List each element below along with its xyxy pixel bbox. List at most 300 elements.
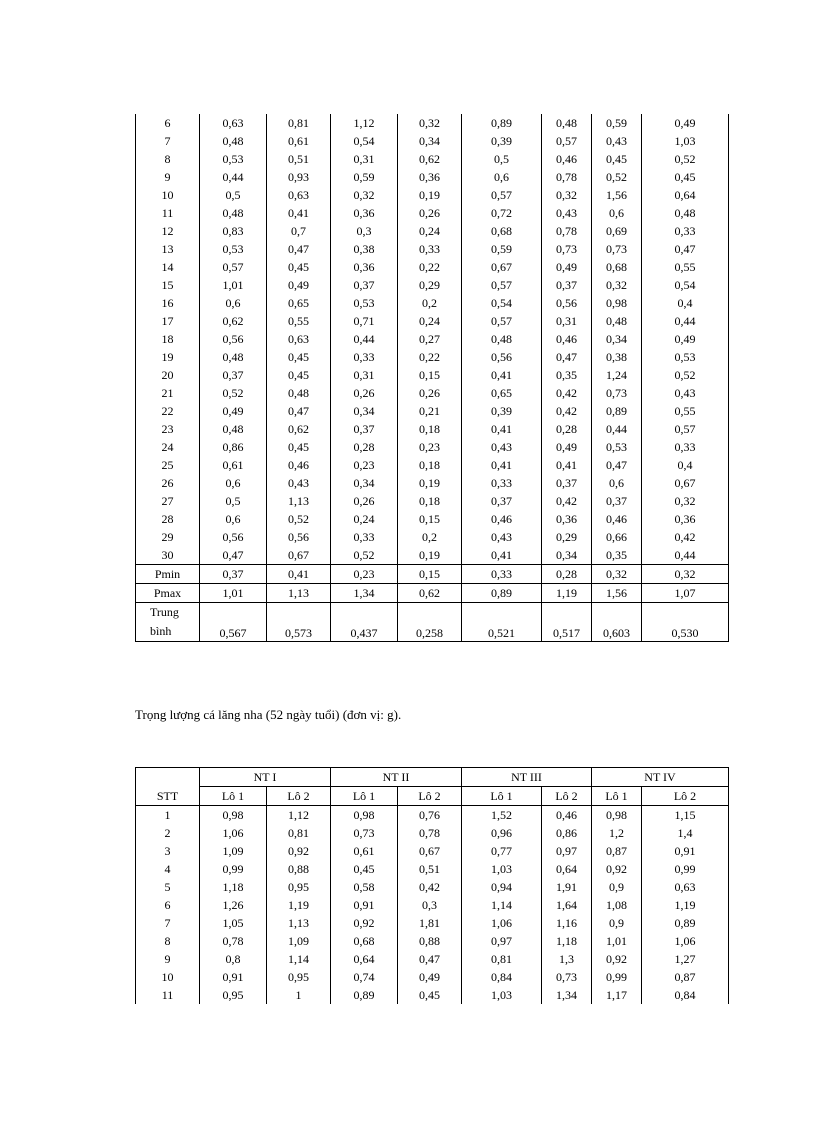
row-label-cell: 9 (136, 168, 200, 186)
value-cell: 1,56 (592, 186, 642, 204)
value-cell: 0,39 (462, 132, 542, 150)
value-cell: 0,48 (200, 204, 267, 222)
value-cell: 0,8 (200, 950, 267, 968)
value-cell: 0,53 (331, 294, 398, 312)
value-cell: 0,5 (200, 492, 267, 510)
table-row (136, 986, 729, 1004)
row-label-cell: 25 (136, 456, 200, 474)
value-cell: 1,09 (200, 842, 267, 860)
value-cell: 0,6 (200, 474, 267, 492)
value-cell: 1,06 (462, 914, 542, 932)
row-label-cell: 24 (136, 438, 200, 456)
value-cell: 0,68 (462, 222, 542, 240)
value-cell: 0,49 (542, 258, 592, 276)
value-cell: 0,89 (462, 584, 542, 603)
value-cell: 0,18 (398, 420, 462, 438)
value-cell: 0,31 (542, 312, 592, 330)
value-cell: 0,63 (267, 330, 331, 348)
value-cell: 0,41 (267, 565, 331, 584)
value-cell: 0,78 (542, 222, 592, 240)
value-cell: 0,31 (331, 366, 398, 384)
value-cell: 0,41 (462, 546, 542, 565)
value-cell: 0,41 (462, 456, 542, 474)
value-cell: 0,39 (462, 402, 542, 420)
table-row (136, 528, 729, 546)
value-cell: 0,46 (267, 456, 331, 474)
value-cell: 0,67 (267, 546, 331, 565)
value-cell: 0,45 (642, 168, 729, 186)
value-cell: 0,56 (200, 330, 267, 348)
value-cell: 1,19 (642, 896, 729, 914)
value-cell: 0,36 (642, 510, 729, 528)
table-row (136, 330, 729, 348)
value-cell: 0,43 (542, 204, 592, 222)
value-cell: 0,62 (398, 150, 462, 168)
value-cell: 0,29 (542, 528, 592, 546)
value-cell: 0,55 (642, 402, 729, 420)
value-cell: 0,37 (592, 492, 642, 510)
table-row (136, 420, 729, 438)
value-cell: 0,45 (267, 366, 331, 384)
value-cell: 1,34 (542, 986, 592, 1004)
value-cell: 0,87 (592, 842, 642, 860)
value-cell: 1,03 (642, 132, 729, 150)
value-cell: 0,71 (331, 312, 398, 330)
value-cell: 0,91 (331, 896, 398, 914)
value-cell: 1,09 (267, 932, 331, 950)
value-cell: 1,2 (592, 824, 642, 842)
value-cell: 0,73 (592, 240, 642, 258)
value-cell: 0,36 (398, 168, 462, 186)
value-cell: 0,45 (267, 348, 331, 366)
value-cell: 0,48 (462, 330, 542, 348)
value-cell: 0,47 (542, 348, 592, 366)
value-cell: 0,6 (462, 168, 542, 186)
row-label-cell: 7 (136, 132, 200, 150)
value-cell: 0,78 (542, 168, 592, 186)
value-cell: 0,36 (331, 258, 398, 276)
value-cell: 0,33 (462, 474, 542, 492)
value-cell: 0,26 (331, 384, 398, 402)
table-row (136, 168, 729, 186)
row-label-cell: 30 (136, 546, 200, 565)
row-label-cell: 12 (136, 222, 200, 240)
value-cell: 0,48 (592, 312, 642, 330)
subheader: Lô 1 (462, 787, 542, 806)
value-cell: 0,4 (642, 456, 729, 474)
subheader: Lô 2 (542, 787, 592, 806)
value-cell: 0,99 (200, 860, 267, 878)
value-cell: 0,67 (462, 258, 542, 276)
row-label-cell: 17 (136, 312, 200, 330)
value-cell: 0,23 (331, 456, 398, 474)
value-cell: 1,64 (542, 896, 592, 914)
value-cell: 0,36 (542, 510, 592, 528)
table-row (136, 950, 729, 968)
value-cell: 1,06 (200, 824, 267, 842)
row-label-cell: Pmax (136, 584, 200, 603)
value-cell: 0,35 (592, 546, 642, 565)
row-label-cell: 23 (136, 420, 200, 438)
value-cell: 0,19 (398, 474, 462, 492)
value-cell: 0,27 (398, 330, 462, 348)
value-cell: 1,19 (267, 896, 331, 914)
row-label-cell: 11 (136, 986, 200, 1004)
subheader: Lô 2 (267, 787, 331, 806)
pmin-row (136, 565, 729, 584)
value-cell: 0,34 (542, 546, 592, 565)
table-row (136, 240, 729, 258)
value-cell: 0,32 (592, 565, 642, 584)
value-cell: 0,63 (267, 186, 331, 204)
value-cell: 0,84 (642, 986, 729, 1004)
value-cell: 0,34 (592, 330, 642, 348)
row-label-cell: 1 (136, 806, 200, 825)
row-label-cell: 8 (136, 932, 200, 950)
average-value-cell: 0,437 (331, 603, 398, 642)
value-cell: 0,66 (592, 528, 642, 546)
value-cell: 0,59 (331, 168, 398, 186)
value-cell: 0,43 (462, 528, 542, 546)
value-cell: 0,48 (267, 384, 331, 402)
value-cell: 0,22 (398, 348, 462, 366)
average-label-line1: Trung (150, 605, 179, 619)
row-label-cell: 5 (136, 878, 200, 896)
row-label-cell: 8 (136, 150, 200, 168)
group-header: NT IV (592, 768, 729, 787)
value-cell: 0,73 (542, 240, 592, 258)
value-cell: 1,13 (267, 914, 331, 932)
value-cell: 1,08 (592, 896, 642, 914)
value-cell: 1,17 (592, 986, 642, 1004)
value-cell: 0,32 (542, 186, 592, 204)
value-cell: 0,34 (398, 132, 462, 150)
pmax-row (136, 584, 729, 603)
value-cell: 0,44 (642, 312, 729, 330)
value-cell: 0,24 (398, 312, 462, 330)
value-cell: 0,87 (642, 968, 729, 986)
table-row (136, 366, 729, 384)
table-row (136, 276, 729, 294)
value-cell: 0,55 (642, 258, 729, 276)
value-cell: 0,42 (398, 878, 462, 896)
value-cell: 0,68 (331, 932, 398, 950)
value-cell: 0,59 (592, 114, 642, 132)
value-cell: 0,43 (592, 132, 642, 150)
value-cell: 1,01 (200, 584, 267, 603)
value-cell: 1 (267, 986, 331, 1004)
value-cell: 0,43 (267, 474, 331, 492)
average-value-cell: 0,258 (398, 603, 462, 642)
row-label-cell: 27 (136, 492, 200, 510)
value-cell: 0,98 (592, 294, 642, 312)
value-cell: 1,01 (592, 932, 642, 950)
row-label-cell: 28 (136, 510, 200, 528)
value-cell: 0,52 (642, 366, 729, 384)
value-cell: 0,57 (462, 312, 542, 330)
value-cell: 1,27 (642, 950, 729, 968)
value-cell: 0,41 (462, 420, 542, 438)
value-cell: 0,89 (331, 986, 398, 1004)
value-cell: 0,95 (267, 878, 331, 896)
value-cell: 0,26 (398, 384, 462, 402)
average-value-cell: 0,517 (542, 603, 592, 642)
value-cell: 0,33 (331, 528, 398, 546)
stt-header: STT (136, 787, 200, 806)
value-cell: 0,99 (642, 860, 729, 878)
value-cell: 0,67 (642, 474, 729, 492)
value-cell: 0,45 (398, 986, 462, 1004)
value-cell: 0,44 (331, 330, 398, 348)
table-row (136, 510, 729, 528)
value-cell: 0,23 (331, 565, 398, 584)
value-cell: 0,19 (398, 546, 462, 565)
value-cell: 0,33 (398, 240, 462, 258)
row-label-cell: 22 (136, 402, 200, 420)
value-cell: 0,72 (462, 204, 542, 222)
value-cell: 1,19 (542, 584, 592, 603)
value-cell: 1,18 (542, 932, 592, 950)
value-cell: 1,52 (462, 806, 542, 825)
value-cell: 0,92 (331, 914, 398, 932)
value-cell: 0,15 (398, 565, 462, 584)
stt-header-blank (136, 768, 200, 787)
row-label-cell: 4 (136, 860, 200, 878)
value-cell: 0,28 (331, 438, 398, 456)
row-label-cell: 26 (136, 474, 200, 492)
table-row (136, 438, 729, 456)
value-cell: 0,59 (462, 240, 542, 258)
row-label-cell: 2 (136, 824, 200, 842)
row-label-cell: 9 (136, 950, 200, 968)
value-cell: 0,61 (200, 456, 267, 474)
table-row (136, 860, 729, 878)
value-cell: 0,81 (267, 824, 331, 842)
table-row (136, 132, 729, 150)
group-header-row (136, 768, 729, 787)
value-cell: 0,37 (331, 276, 398, 294)
value-cell: 0,67 (398, 842, 462, 860)
value-cell: 0,42 (542, 384, 592, 402)
value-cell: 0,26 (398, 204, 462, 222)
value-cell: 0,98 (592, 806, 642, 825)
value-cell: 0,73 (542, 968, 592, 986)
value-cell: 0,64 (331, 950, 398, 968)
value-cell: 0,22 (398, 258, 462, 276)
value-cell: 0,58 (331, 878, 398, 896)
table-row (136, 402, 729, 420)
value-cell: 0,86 (200, 438, 267, 456)
value-cell: 0,62 (200, 312, 267, 330)
subheader: Lô 1 (592, 787, 642, 806)
value-cell: 0,93 (267, 168, 331, 186)
table-row (136, 312, 729, 330)
group-header: NT I (200, 768, 331, 787)
value-cell: 0,88 (267, 860, 331, 878)
value-cell: 0,91 (200, 968, 267, 986)
value-cell: 0,44 (592, 420, 642, 438)
value-cell: 0,6 (200, 294, 267, 312)
value-cell: 0,38 (331, 240, 398, 258)
value-cell: 0,5 (200, 186, 267, 204)
value-cell: 0,55 (267, 312, 331, 330)
value-cell: 0,24 (331, 510, 398, 528)
value-cell: 0,49 (200, 402, 267, 420)
value-cell: 0,42 (542, 402, 592, 420)
average-value-cell: 0,567 (200, 603, 267, 642)
value-cell: 0,56 (200, 528, 267, 546)
value-cell: 0,64 (642, 186, 729, 204)
value-cell: 0,18 (398, 456, 462, 474)
row-label-cell: 16 (136, 294, 200, 312)
value-cell: 1,24 (592, 366, 642, 384)
row-label-cell: 11 (136, 204, 200, 222)
value-cell: 0,46 (592, 510, 642, 528)
value-cell: 0,6 (592, 204, 642, 222)
value-cell: 0,43 (462, 438, 542, 456)
average-label (136, 603, 200, 642)
value-cell: 1,07 (642, 584, 729, 603)
value-cell: 0,88 (398, 932, 462, 950)
value-cell: 0,73 (331, 824, 398, 842)
row-label-cell: 18 (136, 330, 200, 348)
value-cell: 0,73 (592, 384, 642, 402)
value-cell: 0,37 (462, 492, 542, 510)
value-cell: 0,51 (398, 860, 462, 878)
value-cell: 0,78 (398, 824, 462, 842)
value-cell: 0,65 (267, 294, 331, 312)
value-cell: 0,31 (331, 150, 398, 168)
row-label-cell: 14 (136, 258, 200, 276)
value-cell: 1,16 (542, 914, 592, 932)
value-cell: 0,37 (542, 474, 592, 492)
value-cell: 0,57 (542, 132, 592, 150)
value-cell: 0,62 (398, 584, 462, 603)
value-cell: 0,57 (200, 258, 267, 276)
value-cell: 1,12 (331, 114, 398, 132)
value-cell: 0,89 (462, 114, 542, 132)
value-cell: 0,32 (642, 565, 729, 584)
value-cell: 0,74 (331, 968, 398, 986)
value-cell: 1,91 (542, 878, 592, 896)
value-cell: 0,97 (462, 932, 542, 950)
value-cell: 0,47 (398, 950, 462, 968)
value-cell: 0,47 (642, 240, 729, 258)
value-cell: 0,45 (267, 258, 331, 276)
value-cell: 0,57 (462, 276, 542, 294)
value-cell: 1,14 (267, 950, 331, 968)
value-cell: 0,23 (398, 438, 462, 456)
value-cell: 0,92 (592, 860, 642, 878)
average-value-cell: 0,573 (267, 603, 331, 642)
subheader: Lô 1 (200, 787, 267, 806)
value-cell: 0,95 (267, 968, 331, 986)
value-cell: 0,33 (642, 222, 729, 240)
row-label-cell: 21 (136, 384, 200, 402)
value-cell: 0,94 (462, 878, 542, 896)
value-cell: 0,81 (462, 950, 542, 968)
table-row (136, 492, 729, 510)
value-cell: 0,52 (592, 168, 642, 186)
value-cell: 0,18 (398, 492, 462, 510)
value-cell: 0,51 (267, 150, 331, 168)
value-cell: 0,37 (331, 420, 398, 438)
value-cell: 0,49 (398, 968, 462, 986)
value-cell: 0,28 (542, 565, 592, 584)
value-cell: 0,81 (267, 114, 331, 132)
value-cell: 0,91 (642, 842, 729, 860)
table-row (136, 204, 729, 222)
value-cell: 0,48 (542, 114, 592, 132)
value-cell: 0,46 (542, 150, 592, 168)
table-row (136, 968, 729, 986)
value-cell: 0,33 (642, 438, 729, 456)
row-label-cell: Pmin (136, 565, 200, 584)
value-cell: 1,81 (398, 914, 462, 932)
row-label-cell: 10 (136, 968, 200, 986)
row-label-cell: 20 (136, 366, 200, 384)
value-cell: 0,34 (331, 474, 398, 492)
value-cell: 0,54 (642, 276, 729, 294)
group-header: NT II (331, 768, 462, 787)
value-cell: 0,49 (267, 276, 331, 294)
table-row (136, 222, 729, 240)
value-cell: 0,28 (542, 420, 592, 438)
value-cell: 1,12 (267, 806, 331, 825)
value-cell: 0,98 (200, 806, 267, 825)
group-header: NT III (462, 768, 592, 787)
value-cell: 0,41 (267, 204, 331, 222)
value-cell: 0,2 (398, 294, 462, 312)
value-cell: 1,06 (642, 932, 729, 950)
value-cell: 0,52 (267, 510, 331, 528)
value-cell: 0,52 (200, 384, 267, 402)
table-row (136, 294, 729, 312)
value-cell: 0,47 (592, 456, 642, 474)
average-value-cell: 0,603 (592, 603, 642, 642)
value-cell: 0,77 (462, 842, 542, 860)
value-cell: 0,33 (462, 565, 542, 584)
value-cell: 0,83 (200, 222, 267, 240)
subheader: Lô 2 (398, 787, 462, 806)
value-cell: 0,24 (398, 222, 462, 240)
value-cell: 0,26 (331, 492, 398, 510)
value-cell: 0,34 (331, 402, 398, 420)
value-cell: 0,43 (642, 384, 729, 402)
value-cell: 0,89 (592, 402, 642, 420)
value-cell: 0,62 (267, 420, 331, 438)
value-cell: 1,14 (462, 896, 542, 914)
value-cell: 0,44 (642, 546, 729, 565)
value-cell: 0,36 (331, 204, 398, 222)
row-label-cell: 7 (136, 914, 200, 932)
table-caption: Trọng lượng cá lăng nha (52 ngày tuổi) (đơn vị: g). (135, 707, 402, 722)
table-row (136, 474, 729, 492)
value-cell: 0,54 (331, 132, 398, 150)
value-cell: 0,37 (542, 276, 592, 294)
value-cell: 0,6 (200, 510, 267, 528)
value-cell: 1,03 (462, 986, 542, 1004)
value-cell: 0,4 (642, 294, 729, 312)
value-cell: 0,49 (542, 438, 592, 456)
table-row (136, 896, 729, 914)
value-cell: 1,3 (542, 950, 592, 968)
table-row (136, 348, 729, 366)
average-value-cell: 0,530 (642, 603, 729, 642)
row-label-cell: 3 (136, 842, 200, 860)
value-cell: 0,69 (592, 222, 642, 240)
value-cell: 0,53 (592, 438, 642, 456)
